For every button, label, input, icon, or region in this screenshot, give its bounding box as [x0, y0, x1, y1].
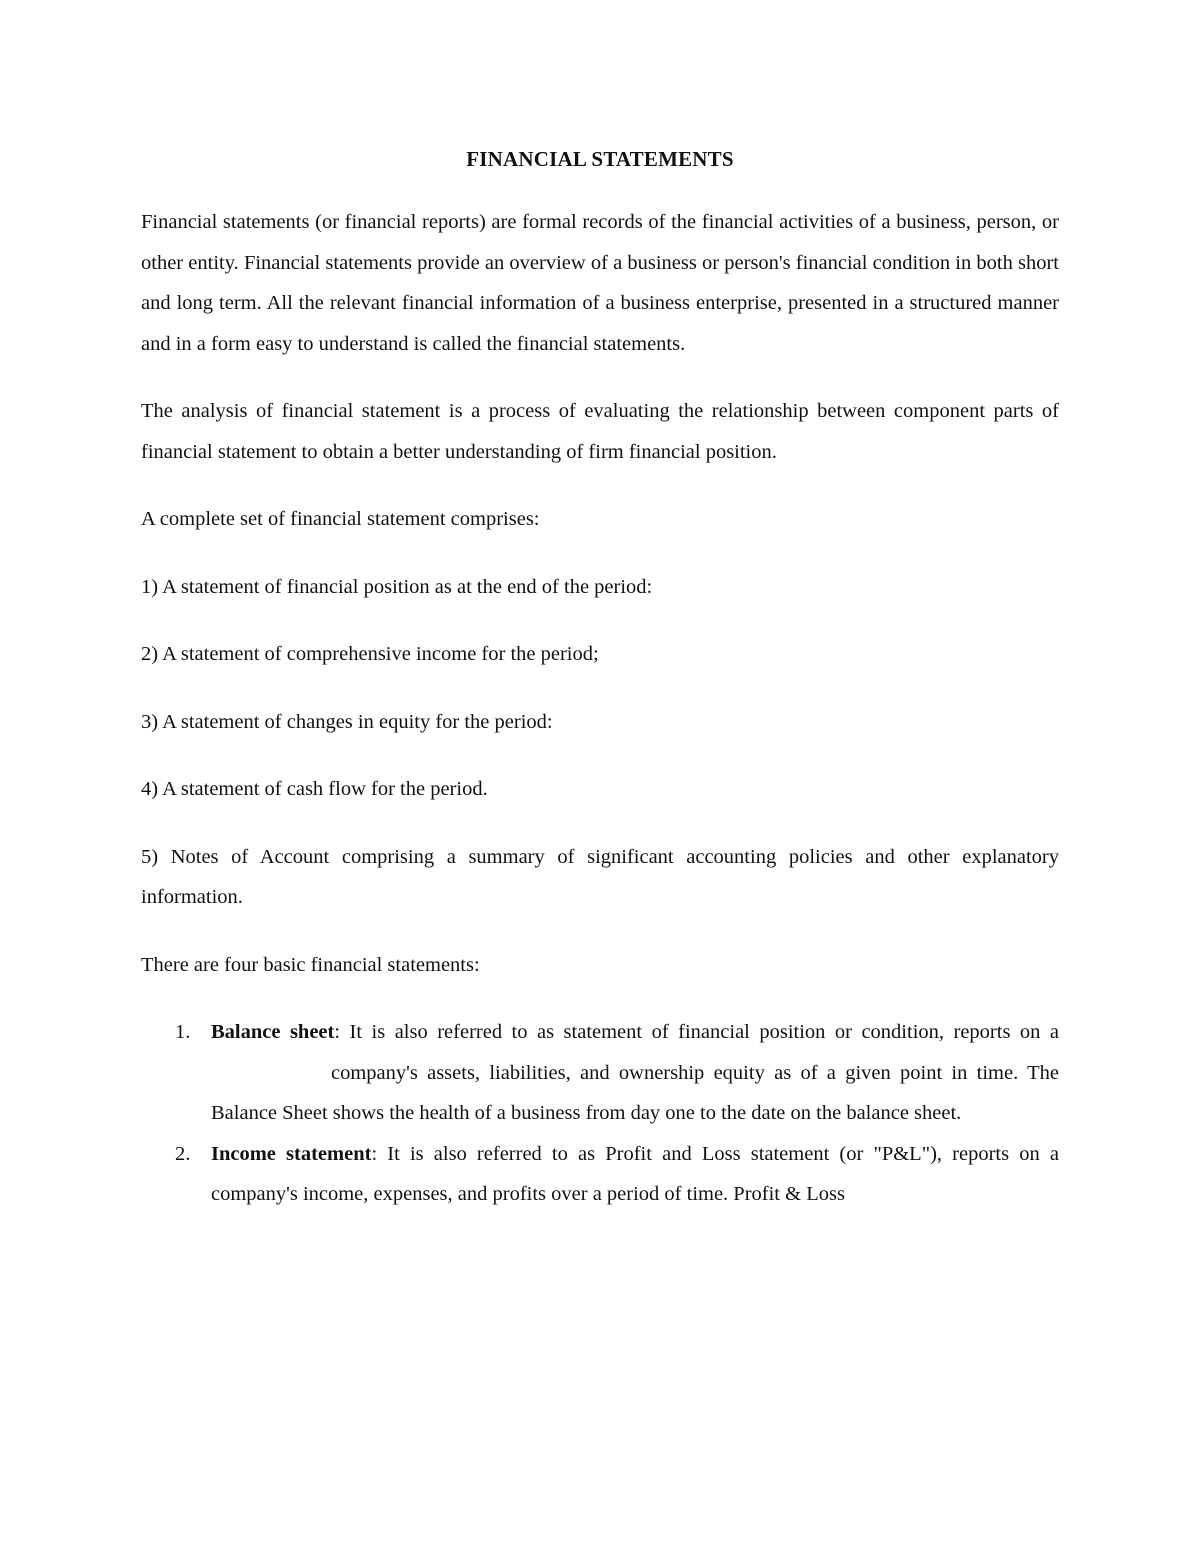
component-item-5: 5) Notes of Account comprising a summary of significant accounting policies and other explanatory information. — [141, 845, 1059, 908]
four-basic-paragraph: There are four basic financial statements: — [141, 953, 480, 976]
component-item-1: 1) A statement of financial position as at the end of the period: — [141, 575, 653, 598]
income-statement-text: : It is also referred to as Profit and Loss statement (or "P&L"), reports on a company's income, expenses, and profits over a period of time. Profit & Loss — [211, 1142, 1059, 1205]
component-item-3: 3) A statement of changes in equity for the period: — [141, 710, 553, 733]
list-number: 2. — [175, 1142, 191, 1165]
balance-sheet-text-a: : It is also referred to as statement of financial position or condition, reports on a — [334, 1021, 1059, 1043]
list-number: 1. — [175, 1021, 191, 1043]
analysis-paragraph: The analysis of financial statement is a process of evaluating the relationship between component parts of financial statement to obtain a better understanding of firm financial position. — [141, 400, 1059, 463]
term-balance-sheet: Balance sheet — [211, 1021, 335, 1043]
term-income-statement: Income statement — [211, 1142, 372, 1165]
complete-set-paragraph: A complete set of financial statement comprises: — [141, 508, 540, 530]
list-item-balance-sheet — [141, 1012, 1059, 1134]
balance-sheet-text-b: company's assets, liabilities, and ownership equity as of a given point in time. The Balance Sheet shows the health of a business from day one to the date on the balance sheet. — [211, 1061, 1059, 1124]
document-title: FINANCIAL STATEMENTS — [466, 147, 734, 171]
component-item-2: 2) A statement of comprehensive income for the period; — [141, 643, 599, 665]
component-item-4: 4) A statement of cash flow for the period. — [141, 778, 488, 800]
list-item-income-statement — [141, 1134, 1059, 1215]
basic-statements-list — [141, 1012, 1059, 1215]
intro-paragraph: Financial statements (or financial reports) are formal records of the financial activities of a business, person, or other entity. Financial statements provide an overview of a business or person's financial condition in both short and long term. All the relevant financial information of a business enterprise, presented in a structured manner and in a form easy to understand is called the financial statements. — [141, 211, 1059, 355]
document-page — [141, 135, 1059, 1215]
